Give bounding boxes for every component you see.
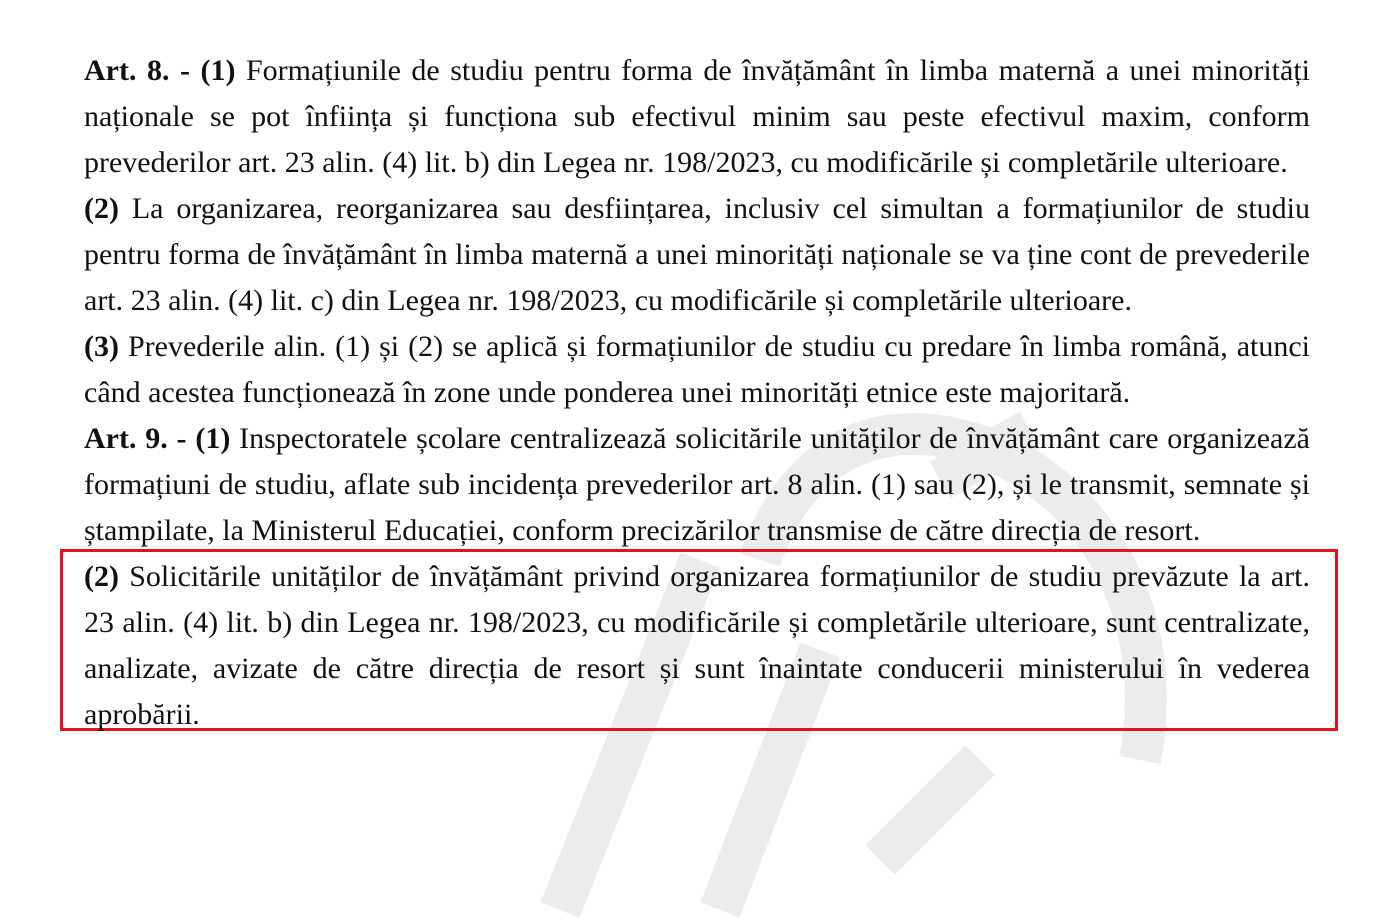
- art8-paragraph-3: [84, 324, 1310, 416]
- paragraph-text: Formațiunile de studiu pentru forma de învățământ în limba maternă a unei minorități naționale se pot înființa și funcționa sub efectivul minim sau peste efectivul maxim, conform prevederilor art. 23 alin. (4) lit. b) din Legea nr. 198/2023, cu modificările și completările ulterioare.: [84, 54, 1310, 179]
- paragraph-number: (1): [195, 422, 231, 455]
- art9-paragraph-2: [84, 554, 1310, 738]
- paragraph-text: La organizarea, reorganizarea sau desființarea, inclusiv cel simultan a formațiunilor de studiu pentru forma de învățământ în limba maternă a unei minorități naționale se va ține cont de prevederile art. 23 alin. (4) lit. c) din Legea nr. 198/2023, cu modificările și completările ulterioare.: [84, 192, 1310, 317]
- paragraph-text: Solicitările unităților de învățământ privind organizarea formațiunilor de studiu prevăzute la art. 23 alin. (4) lit. b) din Legea nr. 198/2023, cu modificările și completările ulterioare, sunt centralizate, analizate, avizate de către direcția de resort și sunt înaintate conducerii ministerului în vederea aprobării.: [84, 560, 1310, 731]
- article-heading: Art. 9. -: [84, 422, 187, 455]
- art9-paragraph-1: [84, 416, 1310, 554]
- paragraph-number: (3): [84, 330, 119, 363]
- paragraph-text: Prevederile alin. (1) și (2) se aplică și formațiunilor de studiu cu predare în limba română, atunci când acestea funcționează în zone unde ponderea unei minorități etnice este majoritară.: [84, 330, 1311, 409]
- article-heading: Art. 8. -: [84, 54, 190, 87]
- paragraph-number: (2): [84, 192, 119, 225]
- paragraph-text: Inspectoratele școlare centralizează solicitările unităților de învățământ care organizează formațiuni de studiu, aflate sub incidența prevederilor art. 8 alin. (1) sau (2), și le transmit, semnate și ștampilate, la Ministerul Educației, conform precizărilor transmise de către direcția de resort.: [84, 422, 1310, 547]
- document-body: [84, 48, 1310, 738]
- paragraph-number: (1): [200, 54, 236, 87]
- art8-paragraph-2: [84, 186, 1310, 324]
- art8-paragraph-1: [84, 48, 1310, 186]
- paragraph-number: (2): [84, 560, 119, 593]
